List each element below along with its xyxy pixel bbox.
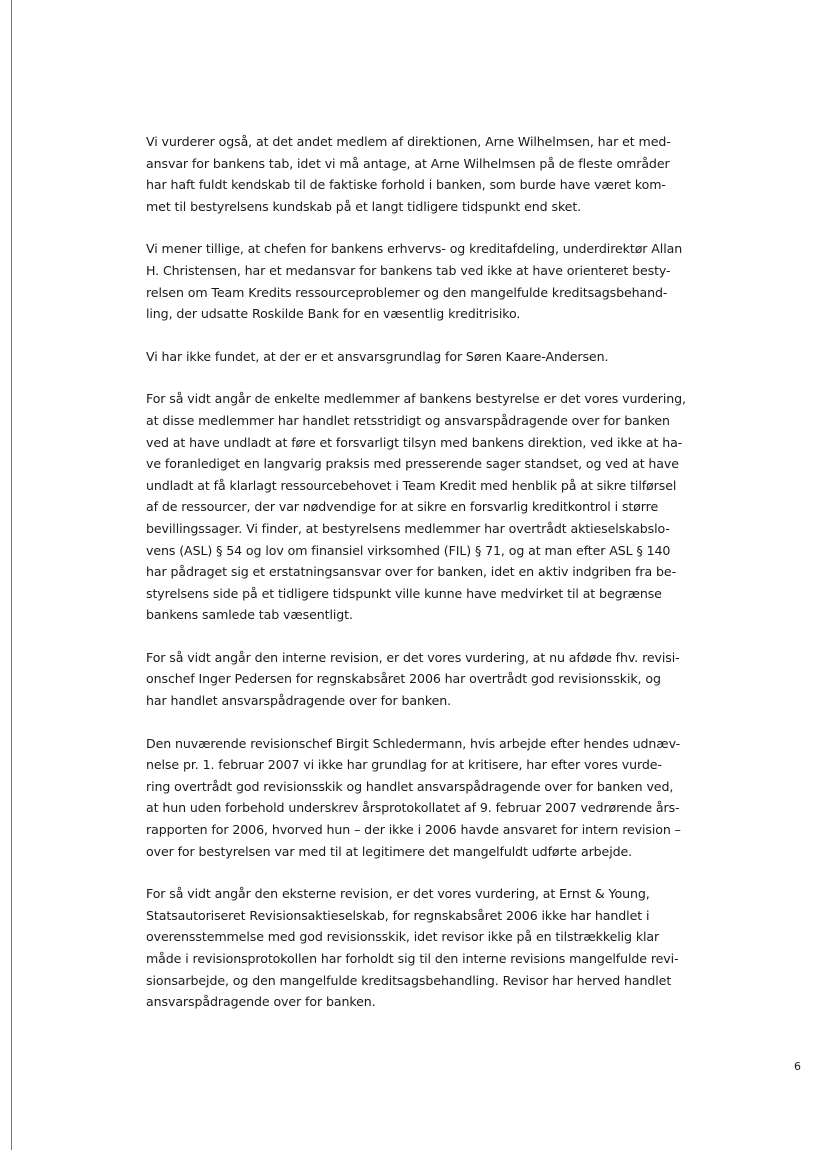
text-line: sionsarbejde, og den mangelfulde kreditsagsbehandling. Revisor har herved handlet (146, 972, 672, 988)
text-line: nelse pr. 1. februar 2007 vi ikke har grundlag for at kritisere, har efter vores vurde- (146, 757, 662, 773)
text-line: ansvarspådragende over for banken. (146, 994, 376, 1010)
paragraph (146, 733, 766, 863)
text-line: bevillingssager. Vi finder, at bestyrelsens medlemmer har overtrådt aktieselskabslo- (146, 520, 670, 536)
text-line: undladt at få klarlagt ressourcebehovet i Team Kredit med henblik på at sikre tilførsel (146, 477, 677, 493)
text-line: Vi har ikke fundet, at der er et ansvarsgrundlag for Søren Kaare-Andersen. (146, 348, 609, 364)
text-line: Den nuværende revisionschef Birgit Schledermann, hvis arbejde efter hendes udnæv- (146, 735, 681, 751)
paragraph (146, 131, 766, 217)
text-line: rapporten for 2006, hvorved hun – der ikke i 2006 havde ansvaret for intern revision – (146, 822, 681, 838)
text-line: H. Christensen, har et medansvar for bankens tab ved ikke at have orienteret besty- (146, 262, 671, 278)
text-line: ring overtrådt god revisionsskik og handlet ansvarspådragende over for banken ved, (146, 778, 674, 794)
text-line: onschef Inger Pedersen for regnskabsåret 2006 har overtrådt god revisionsskik, og (146, 671, 661, 687)
text-line: Statsautoriseret Revisionsaktieselskab, for regnskabsåret 2006 ikke har handlet i (146, 907, 650, 923)
text-line: ling, der udsatte Roskilde Bank for en væsentlig kreditrisiko. (146, 306, 521, 322)
document-body (146, 131, 766, 1034)
page-number: 6 (794, 1060, 801, 1073)
paragraph (146, 388, 766, 626)
text-line: har haft fuldt kendskab til de faktiske forhold i banken, som burde have været kom- (146, 177, 666, 193)
text-line: Vi vurderer også, at det andet medlem af direktionen, Arne Wilhelmsen, har et med- (146, 134, 671, 149)
text-line: overensstemmelse med god revisionsskik, idet revisor ikke på en tilstrækkelig klar (146, 929, 660, 945)
text-line: at disse medlemmer har handlet retsstridigt og ansvarspådragende over for banken (146, 412, 670, 428)
text-line: at hun uden forbehold underskrev årsprotokollatet af 9. februar 2007 vedrørende års- (146, 800, 680, 816)
paragraph (146, 883, 766, 1013)
text-line: vens (ASL) § 54 og lov om finansiel virksomhed (FIL) § 71, og at man efter ASL § 140 (146, 542, 671, 558)
paragraph (146, 238, 766, 324)
scan-margin-line (11, 0, 12, 1150)
text-line: met til bestyrelsens kundskab på et langt tidligere tidspunkt end sket. (146, 198, 582, 214)
text-line: over for bestyrelsen var med til at legitimere det mangelfuldt udførte arbejde. (146, 843, 633, 859)
text-line: ansvar for bankens tab, idet vi må antage, at Arne Wilhelmsen på de fleste områder (146, 155, 670, 171)
text-line: styrelsens side på et tidligere tidspunkt ville kunne have medvirket til at begrænse (146, 585, 662, 601)
paragraph (146, 647, 766, 712)
text-line: har handlet ansvarspådragende over for banken. (146, 693, 452, 709)
text-line: For så vidt angår de enkelte medlemmer af bankens bestyrelse er det vores vurdering, (146, 391, 686, 407)
text-line: For så vidt angår den interne revision, er det vores vurdering, at nu afdøde fhv. revisi- (146, 649, 680, 665)
text-line: bankens samlede tab væsentligt. (146, 607, 353, 623)
text-line: For så vidt angår den eksterne revision, er det vores vurdering, at Ernst & Young, (146, 886, 650, 902)
text-line: måde i revisionsprotokollen har forholdt sig til den interne revisions mangelfulde revi- (146, 951, 679, 966)
text-line: har pådraget sig et erstatningsansvar over for banken, idet en aktiv indgriben fra be- (146, 564, 677, 580)
text-line: Vi mener tillige, at chefen for bankens erhvervs- og kreditafdeling, underdirektør Allan (146, 241, 683, 257)
paragraph (146, 346, 766, 368)
text-line: af de ressourcer, der var nødvendige for at sikre en forsvarlig kreditkontrol i større (146, 499, 659, 515)
text-line: ved at have undladt at føre et forsvarligt tilsyn med bankens direktion, ved ikke at ha- (146, 434, 683, 450)
text-line: relsen om Team Kredits ressourceproblemer og den mangelfulde kreditsagsbehand- (146, 284, 668, 300)
text-line: ve foranlediget en langvarig praksis med presserende sager standset, og ved at have (146, 456, 679, 472)
